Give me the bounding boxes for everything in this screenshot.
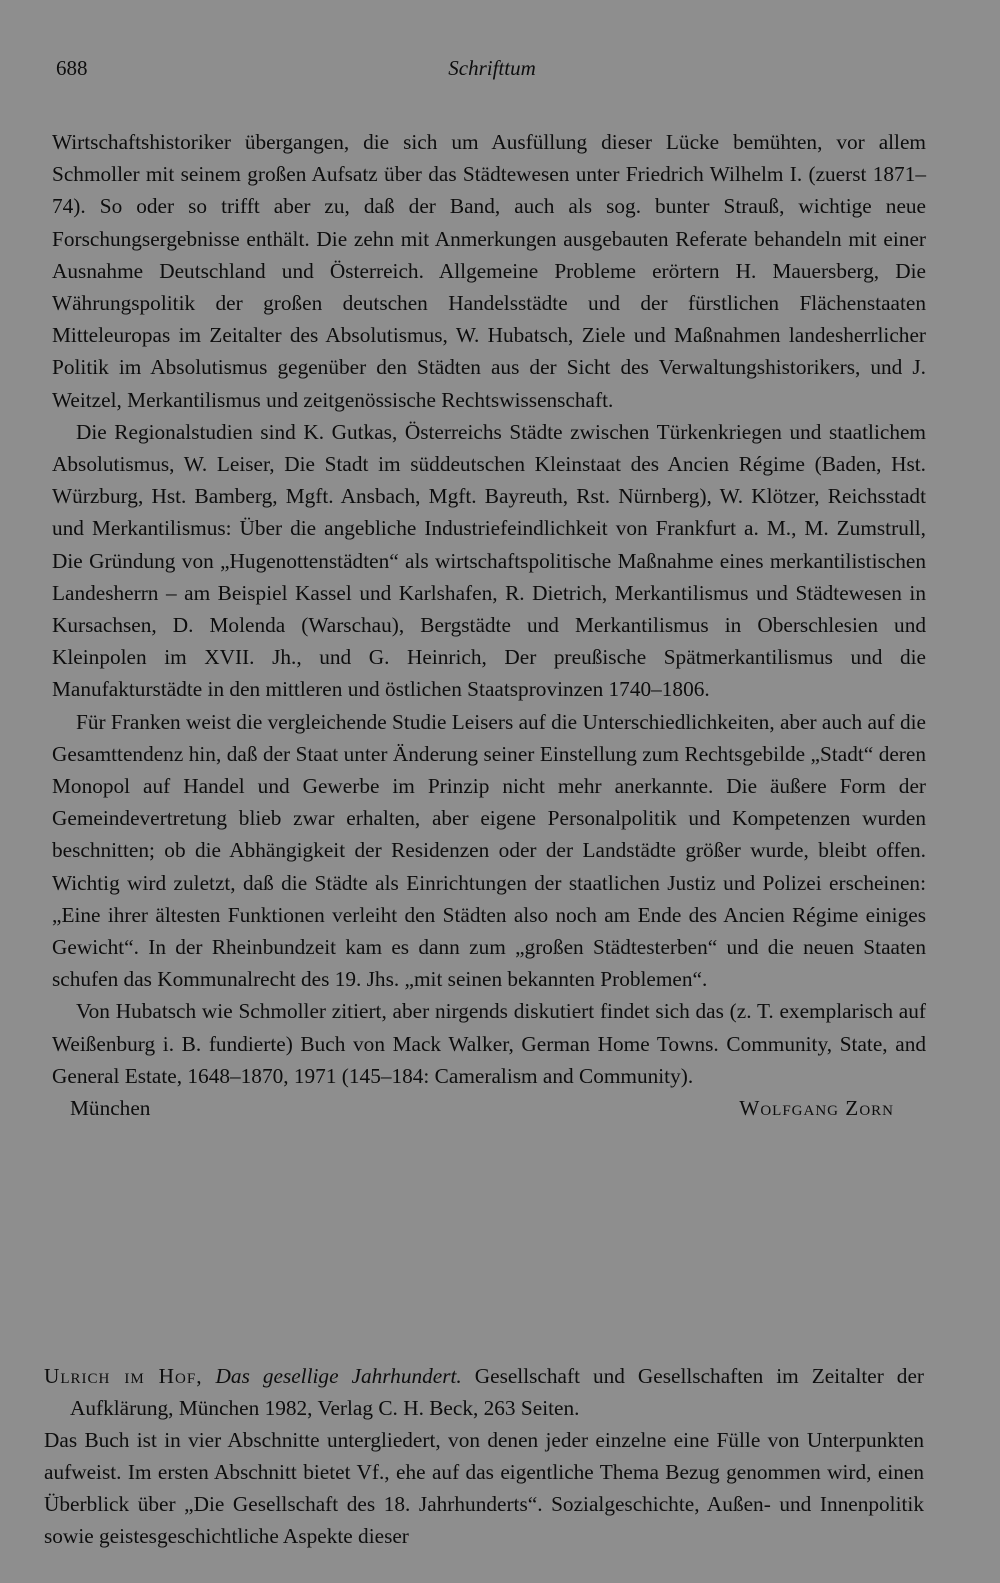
paragraph: Für Franken weist die vergleichende Studie Leisers auf die Unterschiedlichkeiten, aber auch auf die Gesamttendenz hin, daß der Staat unter Änderung seiner Einstellung zum Rechtsgebilde „Stadt“ deren Monopol auf Handel und Gewerbe im Prinzip nicht mehr anerkannte. Die äußere Form der Gemeindevertretung blieb zwar erhalten, aber eigene Personalpolitik und Kompetenzen wurden beschnitten; ob die Abhängigkeit der Residenzen oder der Landstädte größer wurde, bleibt offen. Wichtig wird zuletzt, daß die Städte als Einrichtungen der staatlichen Justiz und Polizei erscheinen: „Eine ihrer ältesten Funktionen verleiht den Städten also noch am Ende des Ancien Régime einiges Gewicht“. In der Rheinbundzeit kam es dann zum „großen Städtesterben“ und die neuen Staaten schufen das Kommunalrecht des 19. Jhs. „mit seinen bekannten Problemen“. xyxy=(52,709,926,992)
page-header xyxy=(52,56,932,86)
running-head: Schrifttum xyxy=(448,56,536,80)
new-review xyxy=(44,1360,924,1552)
book-author: Ulrich im Hof, xyxy=(44,1364,203,1388)
page-number: 688 xyxy=(56,56,88,80)
review-place: München xyxy=(70,1096,151,1121)
bibliographic-entry xyxy=(44,1360,924,1424)
book-title: Das gesellige Jahrhundert. xyxy=(215,1364,462,1388)
paragraph: Von Hubatsch wie Schmoller zitiert, aber nirgends diskutiert findet sich das (z. T. exemplarisch auf Weißenburg i. B. fundierte) Buch von Mack Walker, German Home Towns. Community, State, and General Estate, 1648–1870, 1971 (145–184: Cameralism and Community). xyxy=(52,999,926,1088)
paragraph: Wirtschaftshistoriker übergangen, die sich um Ausfüllung dieser Lücke bemühten, vor allem Schmoller mit seinem großen Aufsatz über das Städtewesen unter Friedrich Wilhelm I. (zuerst 1871–74). So oder so trifft aber zu, daß der Band, auch als sog. bunter Strauß, wichtige neue Forschungsergebnisse enthält. Die zehn mit Anmerkungen ausgebauten Referate behandeln mit einer Ausnahme Deutschland und Österreich. Allgemeine Probleme erörtern H. Mauersberg, Die Währungspolitik der großen deutschen Handelsstädte und der fürstlichen Flächenstaaten Mitteleuropas im Zeitalter des Absolutismus, W. Hubatsch, Ziele und Maßnahmen landesherrlicher Politik im Absolutismus gegenüber den Städten aus der Sicht des Verwaltungshistorikers, und J. Weitzel, Merkantilismus und zeitgenössische Rechtswissenschaft. xyxy=(52,130,926,412)
reviewer-name: Wolfgang Zorn xyxy=(739,1096,894,1121)
paragraph: Das Buch ist in vier Abschnitte untergliedert, von denen jeder einzelne eine Fülle von Unterpunkten aufweist. Im ersten Abschnitt bietet Vf., ehe auf das eigentliche Thema Bezug genommen wird, einen Überblick über „Die Gesellschaft des 18. Jahrhunderts“. Sozialgeschichte, Außen- und Innenpolitik sowie geistesgeschichtliche Aspekte dieser xyxy=(44,1428,924,1548)
book-details: Gesellschaft und Gesellschaften im Zeitalter der Aufklärung, München 1982, Verlag C. H. Beck, 263 Seiten. xyxy=(70,1364,924,1420)
review-signature xyxy=(52,1092,926,1124)
review-continuation xyxy=(52,126,926,1124)
paragraph: Die Regionalstudien sind K. Gutkas, Österreichs Städte zwischen Türkenkriegen und staatlichem Absolutismus, W. Leiser, Die Stadt im süddeutschen Kleinstaat des Ancien Régime (Baden, Hst. Würzburg, Hst. Bamberg, Mgft. Ansbach, Mgft. Bayreuth, Rst. Nürnberg), W. Klötzer, Reichsstadt und Merkantilismus: Über die angebliche Industriefeindlichkeit von Frankfurt a. M., M. Zumstrull, Die Gründung von „Hugenottenstädten“ als wirtschaftspolitische Maßnahme eines merkantilistischen Landesherrn – am Beispiel Kassel und Karlshafen, R. Dietrich, Merkantilismus und Städtewesen in Kursachsen, D. Molenda (Warschau), Bergstädte und Merkantilismus in Oberschlesien und Kleinpolen im XVII. Jh., und G. Heinrich, Der preußische Spätmerkantilismus und die Manufakturstädte in den mittleren und östlichen Staatsprovinzen 1740–1806. xyxy=(52,419,926,702)
